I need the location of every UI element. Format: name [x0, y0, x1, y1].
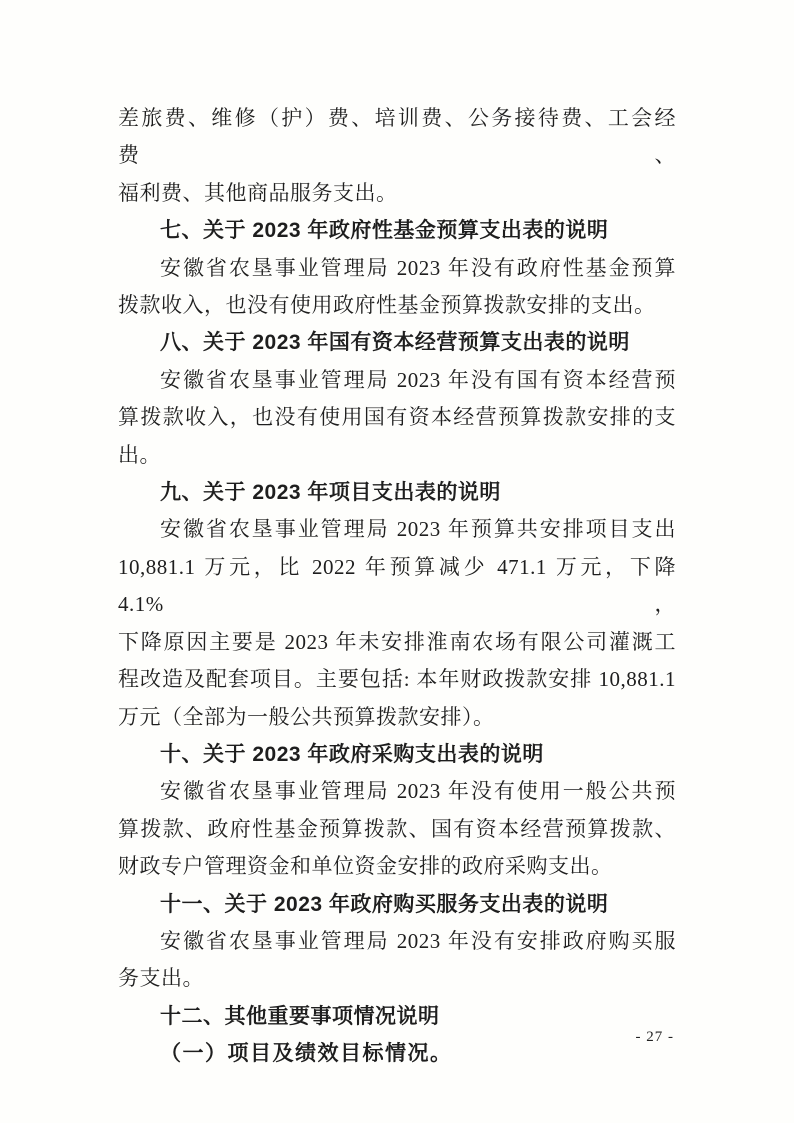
- text-line: 下降原因主要是 2023 年未安排淮南农场有限公司灌溉工: [118, 629, 676, 654]
- section-heading: [118, 886, 676, 923]
- text-line: 福利费、其他商品服务支出。: [118, 180, 398, 205]
- text-line: 财政专户管理资金和单位资金安排的政府采购支出。: [118, 854, 613, 879]
- text-line: 拨款收入，也没有使用政府性基金预算拨款安排的支出。: [118, 293, 656, 318]
- document-body: [118, 100, 676, 1073]
- paragraph: [118, 362, 676, 474]
- text-line: 差旅费、维修（护）费、培训费、公务接待费、工会经费、: [118, 106, 676, 168]
- section-heading: [118, 474, 676, 511]
- text-line: 安徽省农垦事业管理局 2023 年没有安排政府购买服: [160, 928, 676, 953]
- text-line: 十、关于 2023 年政府采购支出表的说明: [160, 742, 544, 766]
- text-line: 万元（全部为一般公共预算拨款安排）。: [118, 704, 495, 729]
- paragraph-continuation: [118, 100, 676, 212]
- text-line: 务支出。: [118, 966, 204, 991]
- paragraph: [118, 511, 676, 735]
- text-line: 八、关于 2023 年国有资本经营预算支出表的说明: [160, 331, 630, 355]
- paragraph: [118, 250, 676, 325]
- text-line: 算拨款、政府性基金预算拨款、国有资本经营预算拨款、: [118, 816, 676, 841]
- page-number: - 27 -: [635, 1029, 674, 1045]
- text-line: 十二、其他重要事项情况说明: [160, 1004, 440, 1028]
- section-heading: [118, 998, 676, 1035]
- paragraph: [118, 923, 676, 998]
- text-line: 程改造及配套项目。主要包括: 本年财政拨款安排 10,881.1: [118, 667, 676, 692]
- text-line: 安徽省农垦事业管理局 2023 年没有国有资本经营预: [160, 367, 676, 392]
- text-line: 安徽省农垦事业管理局 2023 年没有政府性基金预算: [160, 255, 676, 280]
- text-line: 算拨款收入，也没有使用国有资本经营预算拨款安排的支: [118, 405, 676, 430]
- text-line: 出。: [118, 442, 161, 467]
- text-line: 七、关于 2023 年政府性基金预算支出表的说明: [160, 219, 609, 243]
- text-line: 安徽省农垦事业管理局 2023 年预算共安排项目支出: [160, 517, 676, 542]
- text-line: 10,881.1 万元，比 2022 年预算减少 471.1 万元，下降 4.1%，: [118, 554, 676, 617]
- section-heading: [118, 212, 676, 249]
- text-line: 九、关于 2023 年项目支出表的说明: [160, 481, 501, 505]
- section-heading: [118, 324, 676, 361]
- text-line: （一）项目及绩效目标情况。: [160, 1041, 453, 1066]
- subsection-heading: [118, 1035, 676, 1072]
- paragraph: [118, 773, 676, 885]
- section-heading: [118, 736, 676, 773]
- text-line: 十一、关于 2023 年政府购买服务支出表的说明: [160, 892, 609, 916]
- text-line: 安徽省农垦事业管理局 2023 年没有使用一般公共预: [160, 779, 676, 804]
